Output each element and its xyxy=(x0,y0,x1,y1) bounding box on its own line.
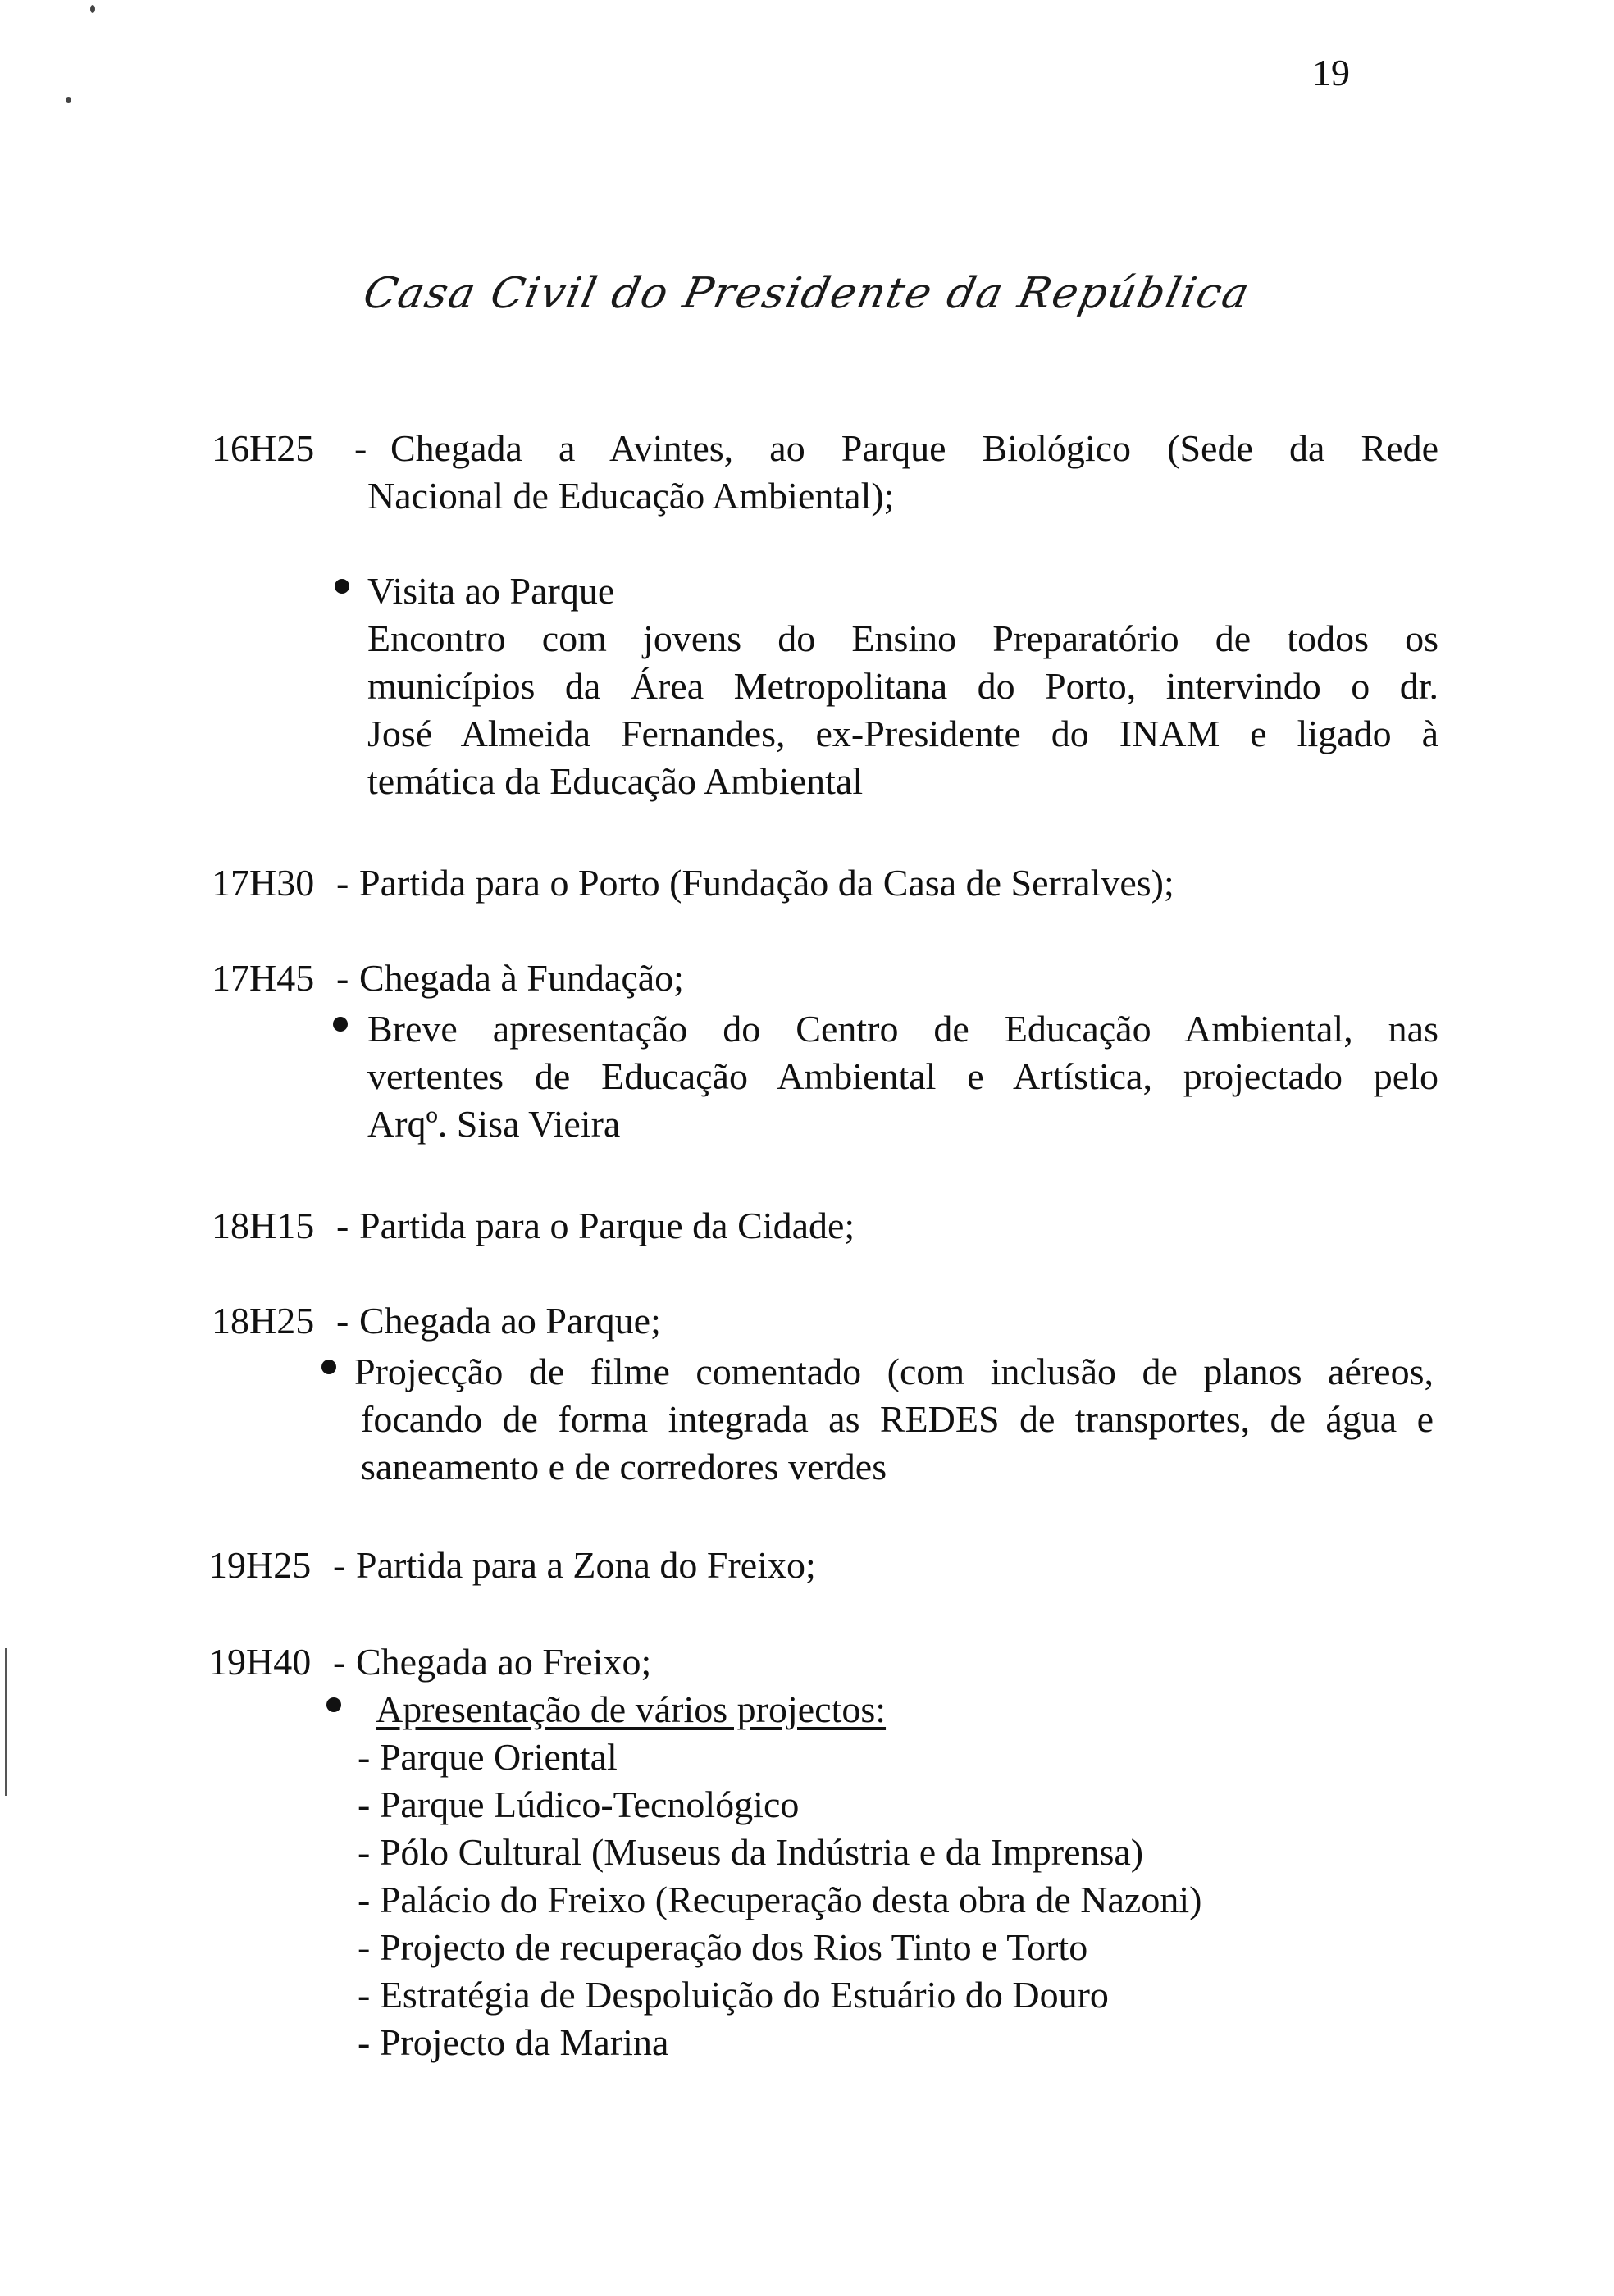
bullet-text: Arqº. Sisa Vieira xyxy=(367,1103,621,1145)
bullet-icon xyxy=(333,1017,348,1032)
projects-heading: Apresentação de vários projectos: xyxy=(376,1688,887,1730)
entry-time: 17H45 xyxy=(212,957,315,999)
entry-dash: - xyxy=(333,1641,346,1683)
entry-time: 19H40 xyxy=(208,1641,312,1683)
project-item: - Pólo Cultural (Museus da Indústria e da Imprensa) xyxy=(358,1831,1144,1873)
scan-edge-line xyxy=(5,1648,7,1796)
entry-time: 19H25 xyxy=(208,1544,312,1586)
entry-time: 16H25 xyxy=(212,427,315,469)
bullet-icon xyxy=(335,579,349,594)
project-item: - Parque Oriental xyxy=(358,1736,618,1778)
entry-title: Partida para o Parque da Cidade; xyxy=(359,1205,855,1246)
bullet-text: vertentes de Educação Ambiental e Artística, projectado pelo xyxy=(367,1055,1438,1097)
scan-speck xyxy=(90,5,95,13)
entry-title: Chegada ao Freixo; xyxy=(356,1641,652,1683)
entry-title: Chegada ao Parque; xyxy=(359,1300,661,1342)
bullet-text: José Almeida Fernandes, ex-Presidente do INAM e ligado à xyxy=(367,713,1438,754)
bullet-text: Projecção de filme comentado (com inclusão de planos aéreos, xyxy=(354,1351,1434,1392)
project-item: - Projecto da Marina xyxy=(358,2021,669,2063)
project-item: - Estratégia de Despoluição do Estuário do Douro xyxy=(358,1974,1109,2016)
entry-dash: - xyxy=(333,1544,346,1586)
entry-dash: - xyxy=(336,1300,349,1342)
bullet-text: temática da Educação Ambiental xyxy=(367,760,864,802)
entry-time: 18H15 xyxy=(212,1205,315,1246)
entry-time: 18H25 xyxy=(212,1300,315,1342)
scan-speck xyxy=(66,97,71,102)
entry-dash: - xyxy=(336,862,349,904)
entry-dash: - xyxy=(336,957,349,999)
entry-title: Chegada à Fundação; xyxy=(359,957,684,999)
entry-title: Chegada a Avintes, ao Parque Biológico (Sede da Rede xyxy=(390,427,1438,469)
letterhead: Casa Civil do Presidente da República xyxy=(358,269,1256,318)
entry-title: Partida para a Zona do Freixo; xyxy=(356,1544,816,1586)
project-item: - Palácio do Freixo (Recuperação desta obra de Nazoni) xyxy=(358,1879,1202,1920)
bullet-text: municípios da Área Metropolitana do Porto, intervindo o dr. xyxy=(367,665,1438,707)
project-item: - Projecto de recuperação dos Rios Tinto e Torto xyxy=(358,1926,1088,1968)
page-number: 19 xyxy=(1312,52,1350,93)
bullet-icon xyxy=(321,1360,336,1374)
entry-dash: - xyxy=(354,427,367,469)
bullet-text: Encontro com jovens do Ensino Preparatório de todos os xyxy=(367,617,1438,659)
bullet-text: Visita ao Parque xyxy=(367,570,615,612)
entry-dash: - xyxy=(336,1205,349,1246)
bullet-text: saneamento e de corredores verdes xyxy=(361,1446,887,1487)
entry-time: 17H30 xyxy=(212,862,315,904)
entry-title: Partida para o Porto (Fundação da Casa de Serralves); xyxy=(359,862,1174,904)
bullet-text: Breve apresentação do Centro de Educação Ambiental, nas xyxy=(367,1008,1438,1050)
bullet-icon xyxy=(326,1697,341,1712)
bullet-text: focando de forma integrada as REDES de transportes, de água e xyxy=(361,1398,1434,1440)
project-item: - Parque Lúdico-Tecnológico xyxy=(358,1784,800,1825)
entry-title-continuation: Nacional de Educação Ambiental); xyxy=(367,475,895,517)
